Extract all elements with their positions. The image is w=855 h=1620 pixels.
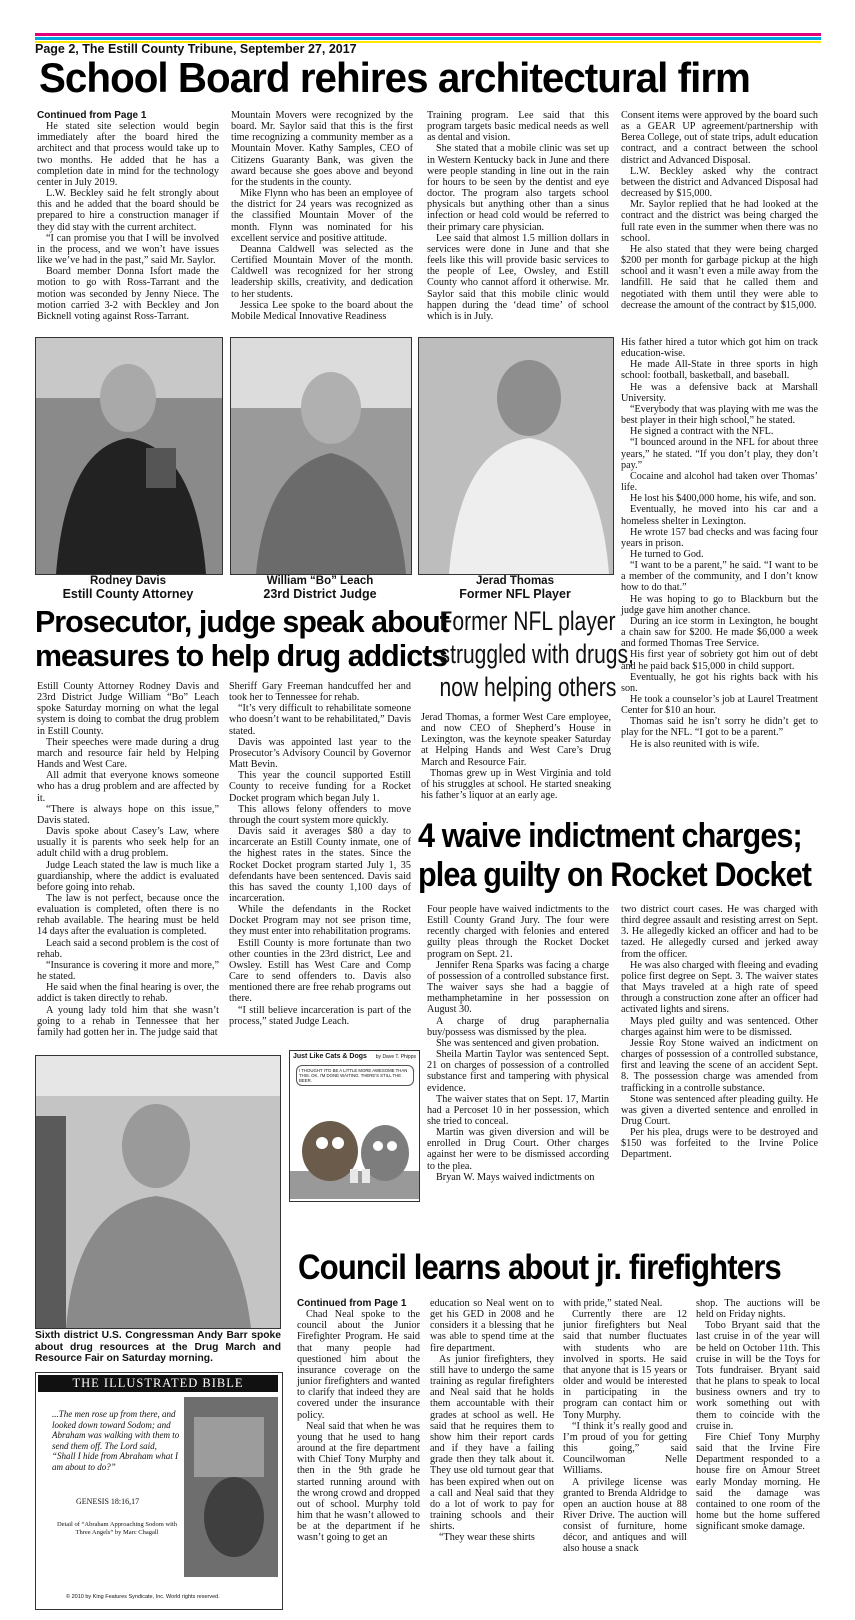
- paragraph: Jessie Roy Stone waived an indictment on charges of possession of a controlled substance, first and leaving the scene of an accident Sept. 8. The possession charge was amended from trafficking in a controlle substance.: [621, 1037, 818, 1094]
- paragraph: “They wear these shirts: [439, 1532, 535, 1544]
- story4-col1: [427, 904, 609, 1183]
- paragraph: He was hoping to go to Blackburn but the judge gave him another chance.: [621, 593, 818, 616]
- photo-jerad-thomas: [418, 337, 614, 575]
- headline-nfl-line3: now helping others: [439, 672, 617, 702]
- headline-nfl-line2: struggled with drugs,: [439, 639, 634, 669]
- paragraph: Consent items were approved by the board such as a GEAR UP agreement/partnership with Berea College, out of state trips, adult education contract, and a contract between the school district and Advanced Disposal.: [621, 110, 818, 166]
- paragraph: He stated site selection would begin immediately after the board hired the architect and that process would take up to two months. He added that he has a completion date in mind for the technology center in July 2019.: [37, 121, 219, 188]
- paragraph: “I still believe incarceration is part of the process,” stated Judge Leach.: [229, 1004, 411, 1027]
- photo-bo-leach: [230, 337, 412, 575]
- paragraph: Stone was sentenced after pleading guilty. He was given a diverted sentence and enrolled in Drug Court.: [621, 1093, 818, 1127]
- paragraph: Davis was appointed last year to the Prosecutor’s Advisory Council by Governor Matt Bevin.: [229, 736, 411, 771]
- paragraph: Sheila Martin Taylor was sentenced Sept. 21 on charges of possession of a controlled substance first and tampering with physical evidence.: [427, 1049, 609, 1094]
- paragraph: Thomas said he isn’t sorry he didn’t get to play for the NFL. “I got to be a parent.”: [621, 716, 818, 739]
- paragraph: Neal said that when he was young that he used to hang around at the fire department with Chief Tony Murphy and then in the 9th grade he started running around with the wrong crowd and dropped out of school. Murphy told him that he wasn’t allowed to be at the department if he wasn’t going to get an: [297, 1420, 420, 1544]
- paragraph: Currently there are 12 junior firefighters but Neal said that number fluctuates with students who are involved in sports. He said that anyone that is 15 years or older and would be interested in participating in the program can contact him or Tony Murphy.: [563, 1309, 687, 1421]
- paragraph: He signed a contract with the NFL.: [630, 426, 774, 438]
- story1-col3: [427, 110, 609, 322]
- continued-line: Continued from Page 1: [37, 110, 147, 121]
- paragraph: Lee said that almost 1.5 million dollars in services were done in June and that she feels like this will provide basic services to the people of Lee, Owsley, and Estill County who cannot afford it otherwise. Mr. Saylor said that this mobile clinic would happen during the ‘dead time’ of school which is in July.: [427, 232, 609, 322]
- paragraph: Jerad Thomas, a former West Care employee, and now CEO of Shepherd’s House in Lexington, was the keynote speaker Saturday at Helping Hands and West Care’s Drug March and Resource Fair.: [421, 712, 611, 768]
- caption-jerad-thomas: [418, 575, 612, 601]
- paragraph: Chad Neal spoke to the council about the Junior Firefighter Program. He said that many people had questioned him about the insurance coverage on the junior firefighters and wanted to clarify that indeed they are covered under the insurance policy.: [297, 1309, 420, 1421]
- color-bar-magenta: [35, 33, 821, 36]
- headline-indictment-line2: plea guilty on Rocket Docket: [418, 856, 812, 894]
- caption-name: Jerad Thomas: [476, 575, 554, 587]
- paragraph: He took a counselor’s job at Laurel Treatment Center for $10 an hour.: [621, 694, 818, 717]
- paragraph: A privilege license was granted to Brenda Aldridge to open an auction house at 88 River Drive. The auction will consist of furniture, home décor, and antiques and will also house a snack: [563, 1476, 687, 1555]
- paragraph: “I think it’s really good and I’m proud of you for getting this going,” said Councilwoman Nelle Williams.: [563, 1420, 687, 1477]
- paragraph: During an ice storm in Lexington, he bought a chain saw for $200. He made $6,000 a week and formed Thomas Tree Service.: [621, 615, 818, 650]
- cartoon-drawing: [290, 1091, 419, 1199]
- headline-nfl: [418, 605, 634, 704]
- paragraph: A young lady told him that she wasn’t going to a rehab in Tennessee that her family had gotten her in. The judge said that: [37, 1004, 219, 1038]
- paragraph: “I want to be a parent,” he said. “I want to be a member of the community, and I don’t know how to do that.”: [621, 560, 818, 594]
- illustrated-bible-box: [35, 1372, 283, 1610]
- caption-andy-barr: Sixth district U.S. Congressman Andy Barr spoke about drug resources at the Drug March and Resource Fair on Saturday morning.: [35, 1330, 281, 1365]
- paragraph: Judge Leach stated the law is much like a guardianship, where the addict is evaluated before going into rehab.: [37, 859, 219, 893]
- paragraph: shop. The auctions will be held on Friday nights.: [696, 1298, 820, 1321]
- paragraph: Four people have waived indictments to the Estill County Grand Jury. The four were recently charged with felonies and entered guilty pleas through the Rocket Docket program on Sept. 21.: [427, 904, 609, 960]
- paragraph: Jessica Lee spoke to the board about the Mobile Medical Innovative Readiness: [231, 299, 413, 322]
- headline-indictment-line1: 4 waive indictment charges;: [418, 817, 802, 855]
- paragraph: Board member Donna Isfort made the motion to go with Ross-Tarrant and the motion was seconded by Jenny Niece. The motion carried 3-2 with Beckley and Jon Bicknell voting against Ross-Tarrant.: [37, 266, 219, 322]
- story3-col2: [621, 337, 818, 750]
- story1-col1: [37, 110, 219, 322]
- paragraph: His first year of sobriety got him out of debt and he paid back $15,000 in child support.: [621, 649, 818, 672]
- paragraph: Estill County Attorney Rodney Davis and 23rd District Judge William “Bo” Leach spoke Saturday morning on what the legal system is doing to combat the drug problem in Estill County.: [37, 681, 219, 737]
- bible-detail: Detail of “Abraham Approaching Sodom with Three Angels” by Marc Chagall: [56, 1521, 178, 1536]
- paragraph: He was a defensive back at Marshall University.: [621, 381, 818, 404]
- paragraph: Tobo Bryant said that the last cruise in of the year will be held on October 11th. This cruise in will be the Toys for Tots fundraiser. Bryant said that he plans to speak to local business owners and try to work something out with them to coincide with the cruise in.: [696, 1320, 820, 1432]
- story5-col3: [563, 1298, 687, 1555]
- paragraph: She stated that a mobile clinic was set up in Western Kentucky back in June and there were people standing in line out in the rain for hours to be seen by the dentist and eye doctor. The program also targets school physicals but anything other than a sinus infection or head cold would be referred to their primary care physician.: [427, 143, 609, 233]
- headline-prosecutor-line1: Prosecutor, judge speak about: [35, 604, 449, 639]
- paragraph: Sheriff Gary Freeman handcuffed her and took her to Tennessee for rehab.: [229, 681, 411, 704]
- story3-col1: [421, 712, 611, 801]
- story2-col1: [37, 681, 219, 1038]
- paragraph: He lost his $400,000 home, his wife, and son.: [630, 493, 817, 505]
- paragraph: “There is always hope on this issue,” Davis stated.: [37, 803, 219, 826]
- paragraph: Mountain Movers were recognized by the board. Mr. Saylor said that this is the first time recognizing a community member as a Mountain Mover. Kathy Samples, CEO of Citizens Guaranty Bank, was given the award because she goes above and beyond for the students in the county.: [231, 110, 413, 188]
- paragraph: Thomas grew up in West Virginia and told of his struggles at school. He started sneaking his father’s liquor at an early age.: [421, 767, 611, 802]
- paragraph: He is also reunited with is wife.: [630, 738, 760, 750]
- story5-col4: [696, 1298, 820, 1532]
- paragraph: While the defendants in the Rocket Docket Program may not see prison time, they must enter into rehabilitation programs.: [229, 904, 411, 938]
- bible-illustration: [184, 1397, 278, 1577]
- paragraph: His father hired a tutor which got him on track education-wise.: [621, 337, 818, 360]
- paragraph: He was also charged with fleeing and evading police first degree on Sept. 3. The waiver states that Mays traveled at a high rate of speed through a construction zone after an officer had activated lights and sirens.: [621, 959, 818, 1016]
- story2-col2: [229, 681, 411, 1027]
- paragraph: Estill County is more fortunate than two other counties in the 23rd district, Lee and Owsley. Estill has West Care and Comp Care to send offenders to. Davis also mentioned there are free rehab programs out there.: [229, 937, 411, 1005]
- paragraph: L.W. Beckley asked why the contract between the district and Advanced Disposal had decreased by $15,000.: [621, 165, 818, 200]
- cartoon-panel: [289, 1050, 420, 1202]
- page-masthead: Page 2, The Estill County Tribune, September 27, 2017: [35, 42, 357, 56]
- cartoon-byline: by Dave T. Phipps: [375, 1054, 416, 1060]
- story1-col2: [231, 110, 413, 322]
- paragraph: Training program. Lee said that this program targets basic medical needs as well as dental and vision.: [427, 110, 609, 144]
- paragraph: This year the council supported Estill County to receive funding for a Rocket Docket program which began July 1.: [229, 770, 411, 804]
- paragraph: Deanna Caldwell was selected as the Certified Mountain Mover of the month. Caldwell was recognized for her strong leadership skills, creativity, and dedication to her students.: [231, 243, 413, 300]
- caption-title: 23rd District Judge: [263, 587, 377, 601]
- paragraph: Davis spoke about Casey’s Law, where usually it is parents who seek help for an adult child with a drug problem.: [37, 826, 219, 860]
- paragraph: As junior firefighters, they still have to undergo the same training as regular firefighters and Neal said that he holds them accountable with their grades at school as well. He said that he requires them to show him their report cards and if they have a failing grade then they talk about it. They use old turnout gear that has been expired when out on a call and Neal said that they do a lot of work to pay for training schools and their shirts.: [430, 1353, 554, 1533]
- paragraph: A charge of drug paraphernalia buy/possess was dismissed by the plea.: [427, 1015, 609, 1038]
- headline-nfl-line1: Former NFL player: [439, 606, 616, 636]
- paragraph: He also stated that they were being charged $200 per month for garbage pickup at the high school and it wasn’t even a mile away from the landfill. He said that he called them and negotiated with them until they were able to decrease the amount of the contract by $15,000.: [621, 243, 818, 311]
- story5-col2: [430, 1298, 554, 1543]
- paragraph: All admit that everyone knows someone who has a drug problem and are affected by it.: [37, 770, 219, 804]
- cartoon-title: Just Like Cats & Dogs: [293, 1053, 367, 1060]
- paragraph: The law is not perfect, because once the evaluation is completed, often there is no rehab available. The hearing must be held 14 days after the evaluation is completed.: [37, 892, 219, 938]
- continued-line: Continued from Page 1: [297, 1298, 407, 1309]
- paragraph: “Insurance is covering it more and more,” he stated.: [37, 959, 219, 983]
- bible-header: THE ILLUSTRATED BIBLE: [38, 1375, 278, 1392]
- caption-rodney-davis: [35, 575, 221, 601]
- paragraph: Per his plea, drugs were to be destroyed and $150 was forfeited to the Irvine Police Department.: [621, 1127, 818, 1161]
- paragraph: Their speeches were made during a drug march and resource fair held by Helping Hands and West Care.: [37, 736, 219, 771]
- paragraph: “I can promise you that I will be involved in the process, and we won’t have issues like we’ve had in the past,” said Mr. Saylor.: [37, 232, 219, 267]
- paragraph: “I bounced around in the NFL for about three years,” he stated. “If you don’t play, they don’t pay.”: [621, 437, 818, 471]
- caption-title: Former NFL Player: [459, 587, 571, 601]
- paragraph: Eventually, he moved into his car and a homeless shelter in Lexington.: [621, 504, 818, 527]
- paragraph: Bryan W. Mays waived indictments on: [436, 1171, 595, 1183]
- paragraph: This allows felony offenders to move through the court system more quickly.: [229, 803, 411, 826]
- paragraph: He wrote 157 bad checks and was facing four years in prison.: [621, 526, 818, 549]
- color-bar-cyan: [35, 37, 821, 40]
- paragraph: She was sentenced and given probation.: [436, 1037, 599, 1049]
- paragraph: Mays pled guilty and was sentenced. Other charges against him were to be dismissed.: [621, 1015, 818, 1038]
- paragraph: Fire Chief Tony Murphy said that the Irvine Fire Department responded to a house fire on Amour Street early Monday morning. He said the damage was contained to one room of the home but the home suffered significant smoke damage.: [696, 1431, 820, 1533]
- paragraph: He said when the final hearing is over, the addict is taken directly to rehab.: [37, 982, 219, 1005]
- paragraph: with pride,” stated Neal.: [563, 1298, 663, 1309]
- story1-col4: [621, 110, 818, 311]
- paragraph: Mike Flynn who has been an employee of the district for 24 years was recognized as the classified Mountain Mover of the month. Flynn was nominated for his excellent service and positive attitude.: [231, 188, 413, 244]
- paragraph: education so Neal went on to get his GED in 2008 and he considers it a blessing that he was able to spend time at the fire department.: [430, 1298, 554, 1354]
- story4-col2: [621, 904, 818, 1161]
- caption-name: Rodney Davis: [89, 575, 167, 587]
- headline-school-board: School Board rehires architectural firm: [39, 54, 750, 101]
- paragraph: Davis said it averages $80 a day to incarcerate an Estill County inmate, one of the highest rates in the states. Since the Rocket Docket program started July 1, 35 defendants have been sentenced. Davis said this has saved the county 1,100 days of incarceration.: [229, 826, 411, 904]
- caption-name: William “Bo” Leach: [266, 575, 374, 587]
- paragraph: Eventually, he got his rights back with his son.: [621, 671, 818, 694]
- caption-title: Estill County Attorney: [62, 587, 194, 601]
- paragraph: “Everybody that was playing with me was the best player in their high school,” he stated.: [621, 403, 818, 427]
- paragraph: L.W. Beckley said he felt strongly about this and he added that the board should be prepared to hire a construction manager if they did stay with the current architect.: [37, 188, 219, 233]
- bible-ref: GENESIS 18:16,17: [76, 1497, 140, 1506]
- paragraph: He made All-State in three sports in high school: football, basketball, and baseball.: [621, 359, 818, 382]
- paragraph: Jennifer Rena Sparks was facing a charge of possession of a controlled substance first. The waiver says she had a baggie of methamphetamine in her possession on August 30.: [427, 959, 609, 1016]
- paragraph: two district court cases. He was charged with third degree assault and resisting arrest on Sept. 3. He allegedly kicked an officer and had to be tazed. He allegedly cursed and jerked away from the officer.: [621, 904, 818, 960]
- paragraph: Cocaine and alcohol had taken over Thomas’ life.: [621, 470, 818, 494]
- paragraph: Martin was given diversion and will be enrolled in Drug Court. Other charges against her were to be dismissed according to the plea.: [427, 1127, 609, 1172]
- headline-council: Council learns about jr. firefighters: [298, 1248, 781, 1287]
- paragraph: Leach said a second problem is the cost of rehab.: [37, 937, 219, 960]
- paragraph: He turned to God.: [630, 548, 704, 560]
- paragraph: The waiver states that on Sept. 17, Martin had a Percoset 10 in her possession, which she tried to conceal.: [427, 1093, 609, 1127]
- headline-prosecutor-line2: measures to help drug addicts: [35, 638, 448, 673]
- paragraph: “It’s very difficult to rehabilitate someone who doesn’t want to be rehabilitated,” Davis stated.: [229, 703, 411, 737]
- photo-rodney-davis: [35, 337, 223, 575]
- bible-quote: ...The men rose up from there, and looked down toward Sodom; and Abraham was walking with them to send them off. The Lord said, “Shall I hide from Abraham what I am about to do?”: [52, 1409, 180, 1472]
- cartoon-bubble: I THOUGHT IT'D BE A LITTLE MORE AWESOME THAN THIS. OK. I'M DONE WAITING. THERE'S STILL THE BEER.: [296, 1065, 414, 1086]
- bible-copyright: © 2010 by King Features Syndicate, Inc. World rights reserved.: [66, 1594, 220, 1600]
- story5-col1: [297, 1298, 420, 1543]
- paragraph: Mr. Saylor replied that he had looked at the contract and the district was being charged the full rate even in the summer when there was no school.: [621, 199, 818, 244]
- photo-andy-barr: [35, 1055, 281, 1329]
- caption-bo-leach: [230, 575, 410, 601]
